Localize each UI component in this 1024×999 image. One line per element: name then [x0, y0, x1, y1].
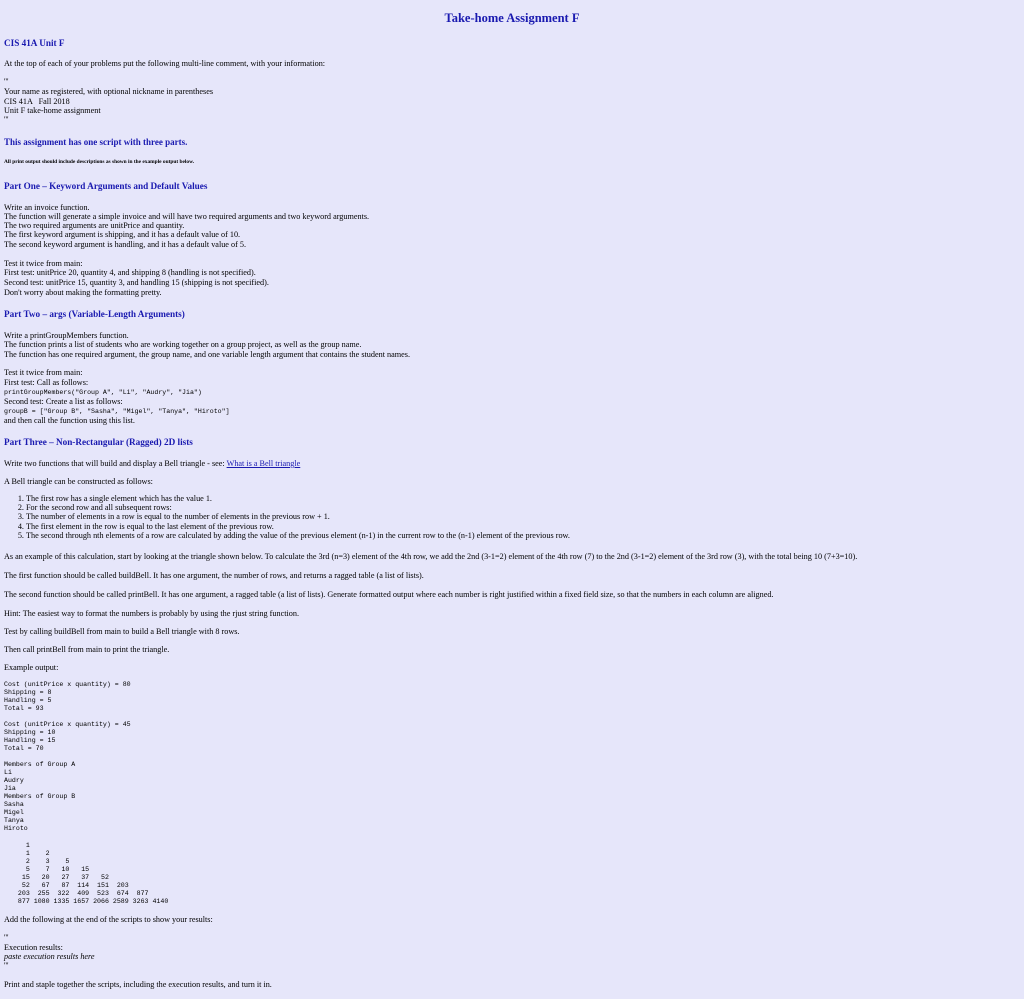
list-item: 2. For the second row and all subsequent rows: [26, 503, 1004, 512]
part-one-line: The first keyword argument is shipping, and it has a default value of 10. [4, 230, 241, 239]
part-three-intro [4, 459, 300, 468]
part-two-line: The function has one required argument, the group name, and one variable length argument that contains the student names. [4, 350, 410, 359]
example-calculation: As an example of this calculation, start by looking at the triangle shown below. To calculate the 3rd (n=3) element of the 4th row, we add the 2nd (3-1=2) element of the 4th row (7) to the 2nd (3-1=2) element of the 3rd row (3), with the total being 10 (7+3=10). [4, 552, 858, 561]
part-one-test: Second test: unitPrice 15, quantity 3, and handling 15 (shipping is not specified). [4, 278, 269, 287]
part-one-test: Test it twice from main: [4, 259, 83, 268]
part-one-line: The function will generate a simple invoice and will have two required arguments and two keyword arguments. [4, 212, 370, 221]
bell-row: 203 255 322 409 523 674 877 [10, 890, 149, 897]
steps-list [4, 494, 1004, 540]
hint-text: Hint: The easiest way to format the numbers is probably by using the rjust string function. [4, 609, 300, 618]
comment-line: Your name as registered, with optional nickname in parentheses [4, 87, 214, 96]
footer-add: Add the following at the end of the scripts to show your results: [4, 915, 213, 924]
part-one-line: The second keyword argument is handling, and it has a default value of 5. [4, 240, 246, 249]
output-line: Shipping = 10 [4, 729, 56, 736]
output-line: Sasha [4, 801, 24, 808]
intro-text: At the top of each of your problems put the following multi-line comment, with your information: [4, 59, 326, 68]
output-line: Members of Group B [4, 793, 76, 800]
part-three-intro-text: Write two functions that will build and display a Bell triangle - see: [4, 459, 227, 468]
bell-row: 15 20 27 37 52 [10, 874, 109, 881]
output-line: Total = 93 [4, 705, 44, 712]
print-note: All print output should include descriptions as shown in the example output below. [4, 159, 195, 165]
comment-open: ''' [4, 77, 9, 86]
part-two-line: The function prints a list of students who are working together on a group project, as well as the group name. [4, 340, 362, 349]
first-function-text: The first function should be called buildBell. It has one argument, the number of rows, and returns a ragged table (a list of lists). [4, 571, 424, 580]
part-one-test: Don't worry about making the formatting pretty. [4, 288, 162, 297]
then-text: Then call printBell from main to print the triangle. [4, 645, 170, 654]
part-two-second-test: Second test: Create a list as follows: [4, 397, 123, 406]
list-item: 1. The first row has a single element which has the value 1. [26, 494, 1004, 503]
unit-heading: CIS 41A Unit F [4, 38, 65, 48]
script-heading: This assignment has one script with three parts. [4, 137, 188, 147]
output-line: Jia [4, 785, 16, 792]
test-text: Test by calling buildBell from main to build a Bell triangle with 8 rows. [4, 627, 240, 636]
bell-row: 2 3 5 [10, 858, 70, 865]
part-one-test: First test: unitPrice 20, quantity 4, and shipping 8 (handling is not specified). [4, 268, 256, 277]
output-line: Handling = 15 [4, 737, 56, 744]
list-item: 5. The second through nth elements of a row are calculated by adding the value of the previous element (n-1) in the current row to the (n-1) element of the previous row. [26, 531, 1004, 540]
part-two-line: Write a printGroupMembers function. [4, 331, 129, 340]
output-line: Handling = 5 [4, 697, 52, 704]
output-line: Members of Group A [4, 761, 76, 768]
bell-row: 877 1080 1335 1657 2066 2589 3263 4140 [10, 898, 169, 905]
output-line: Li [4, 769, 12, 776]
output-line: Hiroto [4, 825, 28, 832]
list-item: 3. The number of elements in a row is equal to the number of elements in the previous row + 1. [26, 512, 1004, 521]
part-two-first-code: printGroupMembers("Group A", "Li", "Audry", "Jia") [4, 389, 202, 396]
part-one-heading: Part One – Keyword Arguments and Default Values [4, 181, 208, 191]
part-three-heading: Part Three – Non-Rectangular (Ragged) 2D lists [4, 437, 193, 447]
second-function-text: The second function should be called printBell. It has one argument, a ragged table (a list of lists). Generate formatted output where each number is right justified within a fixed field size, so that the numbers in each column are aligned. [4, 590, 774, 599]
comment-line: CIS 41A Fall 2018 [4, 97, 70, 106]
footer-paste: paste execution results here [4, 952, 95, 961]
comment-close: ''' [4, 115, 9, 124]
part-one-line: The two required arguments are unitPrice and quantity. [4, 221, 185, 230]
footer-exec: Execution results: [4, 943, 63, 952]
bell-row: 5 7 10 15 [10, 866, 90, 873]
output-line: Cost (unitPrice x quantity) = 80 [4, 681, 131, 688]
footer-final: Print and staple together the scripts, including the execution results, and turn it in. [4, 980, 272, 989]
output-line: Shipping = 8 [4, 689, 52, 696]
page-title: Take-home Assignment F [444, 11, 580, 25]
part-two-first-test: First test: Call as follows: [4, 378, 89, 387]
output-line: Total = 70 [4, 745, 44, 752]
footer-close: ''' [4, 961, 9, 970]
output-line: Tanya [4, 817, 24, 824]
bell-row: 52 67 87 114 151 203 [10, 882, 129, 889]
part-two-heading: Part Two – args (Variable-Length Arguments) [4, 309, 185, 319]
output-line: Cost (unitPrice x quantity) = 45 [4, 721, 131, 728]
output-line: Audry [4, 777, 24, 784]
list-item: 4. The first element in the row is equal to the last element of the previous row. [26, 522, 1004, 531]
output-line: Migel [4, 809, 24, 816]
part-one-line: Write an invoice function. [4, 203, 90, 212]
bell-triangle-link[interactable]: What is a Bell triangle [226, 459, 301, 468]
bell-row: 1 [10, 842, 30, 849]
part-two-test-intro: Test it twice from main: [4, 368, 83, 377]
part-two-then: and then call the function using this list. [4, 416, 135, 425]
comment-line: Unit F take-home assignment [4, 106, 101, 115]
part-three-construct: A Bell triangle can be constructed as follows: [4, 477, 153, 486]
example-output-label: Example output: [4, 663, 59, 672]
footer-open: ''' [4, 933, 9, 942]
bell-row: 1 2 [10, 850, 50, 857]
part-two-second-code: groupB = ["Group B", "Sasha", "Migel", "Tanya", "Hiroto"] [4, 408, 230, 415]
